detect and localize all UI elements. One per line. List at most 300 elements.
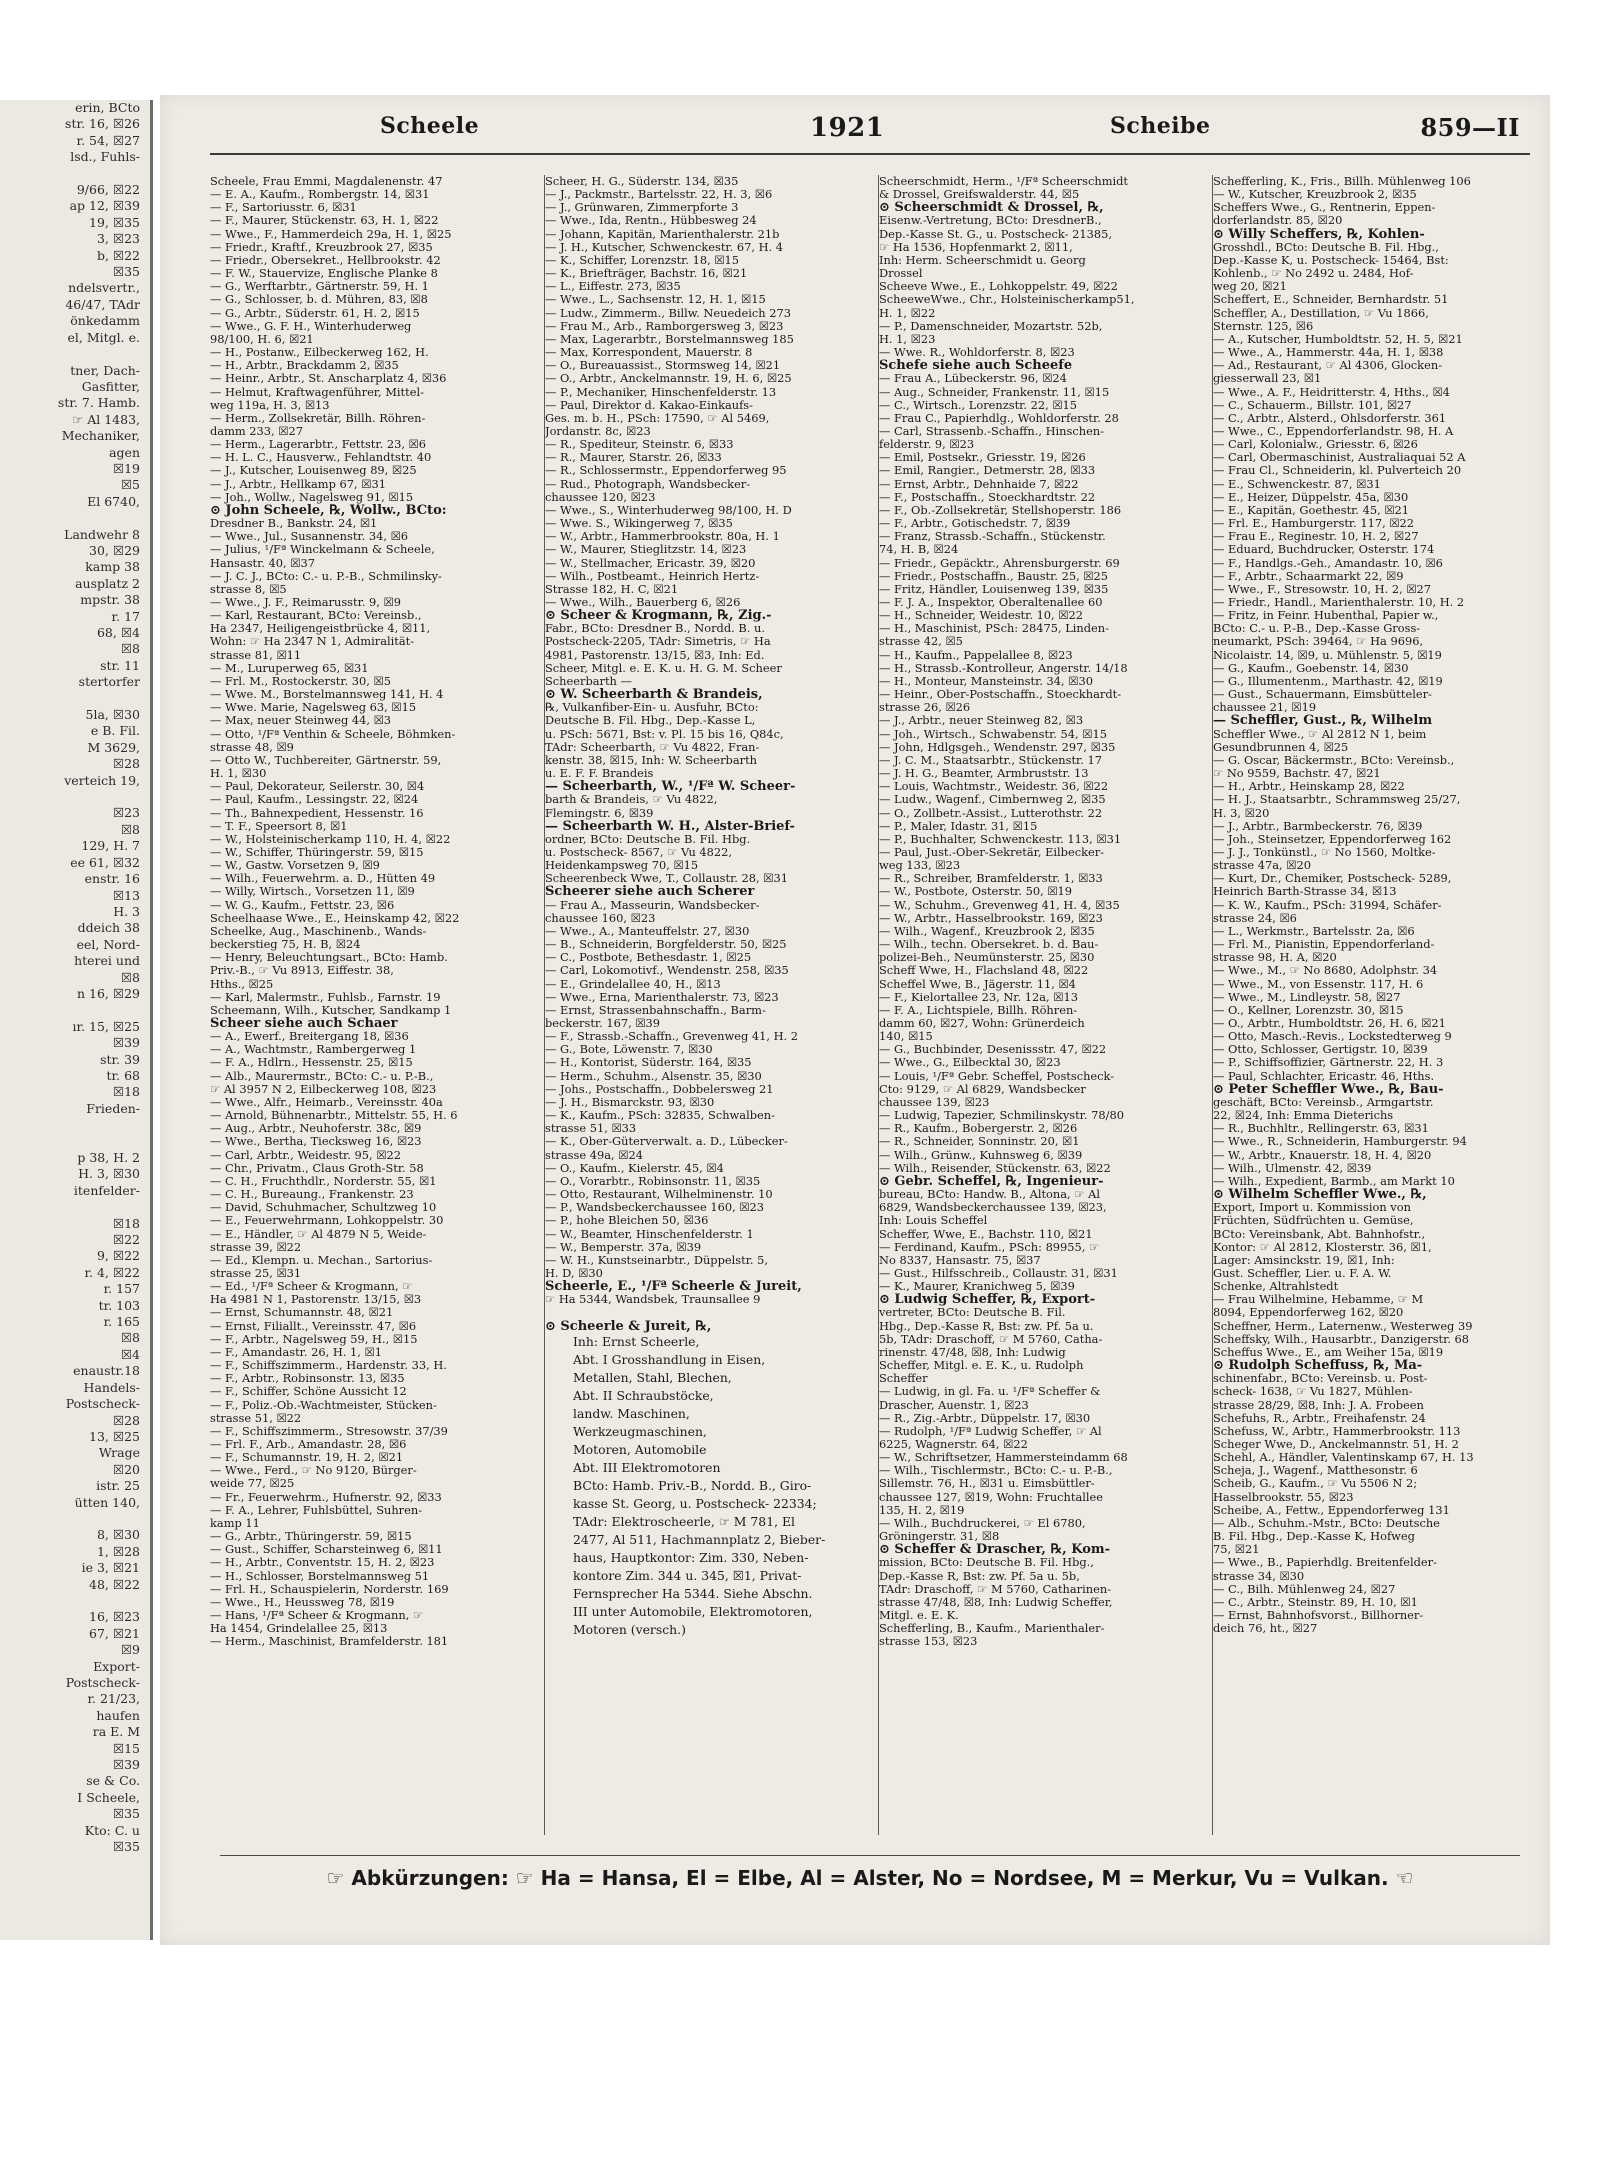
left-page-line: ☒20 (112, 1461, 140, 1477)
left-page-line (0, 1117, 150, 1133)
directory-entry: neumarkt, PSch: 39464, ☞ Ha 9696, (1213, 635, 1424, 649)
left-page-line: str. 7. Hamb. (57, 395, 140, 411)
directory-entry: Grosshdl., BCto: Deutsche B. Fil. Hbg., (1213, 240, 1439, 254)
directory-entry: ⊙ Willy Scheffers, ℞, Kohlen- (1213, 227, 1425, 241)
directory-entry: — W. H., Kunstseinarbtr., Düppelstr. 5, (545, 1253, 769, 1267)
directory-entry: Früchten, Südfrüchten u. Gemüse, (1213, 1214, 1414, 1228)
left-page-line (0, 1199, 150, 1215)
directory-entry: — Frau C., Papierhdlg., Wohldorferstr. 28 (879, 411, 1119, 425)
directory-entry: — E., Kapitän, Goethestr. 45, ☒21 (1213, 503, 1410, 517)
directory-entry: Scheer, H. G., Süderstr. 134, ☒35 (545, 175, 739, 188)
directory-entry: — F. A., Hdlrn., Hessenstr. 25, ☒15 (210, 1056, 413, 1070)
directory-entry: — Wilh., Feuerwehrm. a. D., Hütten 49 (210, 872, 436, 886)
left-page-line: Postscheck- (65, 1675, 140, 1690)
left-page-line: b, ☒22 (96, 247, 140, 263)
directory-entry: Werkzeugmaschinen, (573, 1423, 707, 1439)
directory-entry: — F., Ob.-Zollsekretär, Stellshoperstr. 186 (879, 503, 1122, 517)
directory-entry: Kohlenb., ☞ No 2492 u. 2484, Hof- (1213, 267, 1414, 281)
left-page-line: verteich 19, (64, 772, 140, 788)
directory-entry: — Fritz, Händler, Louisenweg 139, ☒35 (879, 582, 1109, 596)
left-page-line: Export- (93, 1658, 140, 1674)
directory-entry: chaussee 21, ☒19 (1213, 701, 1317, 715)
directory-entry: — Johann, Kapitän, Marienthalerstr. 21b (545, 227, 780, 241)
directory-entry: Scheffus Wwe., E., am Weiher 15a, ☒19 (1213, 1345, 1444, 1359)
left-page-line: ☒9 (120, 1642, 140, 1658)
directory-entry: dorferlandstr. 85, ☒20 (1213, 214, 1343, 228)
directory-entry: — F., Schiffszimmerm., Hardenstr. 33, H. (210, 1359, 447, 1373)
directory-entry: Flemingstr. 6, ☒39 (545, 806, 654, 820)
directory-entry: — F., Kielortallee 23, Nr. 12a, ☒13 (879, 990, 1078, 1004)
left-page-line: ie 3, ☒21 (81, 1560, 140, 1576)
left-page-fragment (0, 100, 153, 1940)
directory-entry: barth & Brandeis, ☞ Vu 4822, (545, 793, 718, 807)
directory-entry: — Louis, ¹/Fª Gebr. Scheffel, Postscheck- (879, 1069, 1115, 1083)
directory-entry: — C. H., Bureaung., Frankenstr. 23 (210, 1188, 414, 1202)
directory-entry: — E., Schwenckestr. 87, ☒31 (1213, 477, 1381, 491)
directory-entry: — Wwe., J. F., Reimarusstr. 9, ☒9 (210, 596, 401, 609)
directory-entry: — C., Bilh. Mühlenweg 24, ☒27 (1213, 1582, 1396, 1596)
directory-entry: Scheer, Mitgl. e. E. K. u. H. G. M. Scheer (545, 661, 782, 675)
directory-entry: Jordanstr. 8c, ☒23 (545, 424, 651, 438)
directory-entry: — P., Maler, Idastr. 31, ☒15 (879, 819, 1038, 833)
directory-entry: — K. W., Kaufm., PSch: 31994, Schäfer- (1213, 898, 1442, 912)
directory-entry: Scheffler Wwe., ☞ Al 2812 N 1, beim (1213, 727, 1427, 741)
directory-entry: Hths., ☒25 (210, 977, 274, 991)
directory-entry: scheck- 1638, ☞ Vu 1827, Mühlen- (1213, 1385, 1413, 1399)
directory-entry: — Joh., Wollw., Nagelsweg 91, ☒15 (210, 490, 414, 504)
directory-entry: u. Postscheck- 8567, ☞ Vu 4822, (545, 845, 733, 859)
directory-entry: strasse 34, ☒30 (1213, 1569, 1305, 1583)
directory-entry: u. PSch: 5671, Bst: v. Pl. 15 bis 16, Q84c, (545, 727, 784, 741)
header-last-entry: Scheibe (1110, 113, 1211, 139)
directory-entry: — Wwe., A. F., Heidritterstr. 4, Hths., ☒4 (1213, 385, 1450, 399)
left-page-line (0, 1002, 150, 1018)
directory-entry: Export, Import u. Kommission von (1213, 1201, 1411, 1215)
directory-entry: Dresdner B., Bankstr. 24, ☒1 (210, 517, 378, 531)
directory-entry: — Carl, Arbtr., Weidestr. 95, ☒22 (210, 1148, 401, 1162)
left-page-line: Landwehr 8 (64, 526, 140, 542)
directory-entry: — F., Arbtr., Schaarmarkt 22, ☒9 (1213, 569, 1404, 583)
directory-entry: — Max, Lagerarbtr., Borstelmannsweg 185 (545, 332, 794, 346)
directory-entry: — F., Schiffszimmerm., Stresowstr. 37/39 (210, 1424, 448, 1438)
directory-entry: geschäft, BCto: Vereinsb., Armgartstr. (1213, 1095, 1434, 1109)
directory-entry: Scheffler, A., Destillation, ☞ Vu 1866, (1213, 306, 1429, 320)
directory-entry: strasse 26, ☒26 (879, 701, 971, 715)
directory-entry: — Emil, Postsekr., Griesstr. 19, ☒26 (879, 451, 1086, 465)
left-page-line: ☒18 (112, 1215, 140, 1231)
directory-entry: Hansastr. 40, ☒37 (210, 556, 315, 570)
left-page-line: ır. 15, ☒25 (72, 1018, 140, 1034)
directory-entry: Kontor: ☞ Al 2812, Klosterstr. 36, ☒1, (1213, 1240, 1432, 1254)
directory-entry: — Frl. H., Schauspielerin, Norderstr. 169 (210, 1582, 449, 1596)
directory-entry: — J. H. G., Beamter, Armbruststr. 13 (879, 767, 1089, 781)
directory-entry: Hasselbrookstr. 55, ☒23 (1213, 1490, 1354, 1504)
left-page-line: itenfelder- (73, 1182, 140, 1198)
directory-entry: — Friedr., Postschaffn., Baustr. 25, ☒25 (879, 569, 1109, 583)
directory-entry: deich 76, ht., ☒27 (1213, 1622, 1318, 1636)
left-page-line: erin, BCto (75, 100, 140, 115)
directory-entry: Schefuhs, R., Arbtr., Freihafenstr. 24 (1213, 1411, 1426, 1425)
directory-entry: — Fritz, in Feinr. Hubenthal, Papier w., (1213, 609, 1439, 623)
directory-entry: — J. J., Tonkünstl., ☞ No 1560, Moltke- (1213, 845, 1436, 859)
directory-entry: — Ed., Klempn. u. Mechan., Sartorius- (210, 1253, 433, 1267)
left-page-line: hterei und (74, 953, 140, 969)
left-page-line: Mechaniker, (61, 428, 140, 444)
directory-entry: — B., Schneiderin, Borgfelderstr. 50, ☒25 (545, 938, 787, 952)
directory-entry: — J. H., Kutscher, Schwenckestr. 67, H. 4 (545, 240, 784, 254)
directory-entry: — Wilh., Reisender, Stückenstr. 63, ☒22 (879, 1161, 1111, 1175)
directory-entry: strasse 49a, ☒24 (545, 1148, 643, 1162)
directory-entry: — Otto, Restaurant, Wilhelminenstr. 10 (545, 1188, 773, 1202)
left-page-line: mpstr. 38 (80, 592, 140, 608)
directory-entry: strasse 8, ☒5 (210, 582, 287, 596)
left-page-line (0, 166, 150, 182)
left-page-line: ☒8 (120, 641, 140, 657)
directory-entry: BCto: Vereinsbank, Abt. Bahnhofstr., (1213, 1227, 1426, 1241)
directory-entry: — Otto, Masch.-Revis., Lockstedterweg 9 (1213, 1030, 1452, 1044)
directory-entry: — C., Arbtr., Alsterd., Ohlsdorferstr. 361 (1213, 411, 1447, 425)
directory-entry: — K., Schiffer, Lorenzstr. 18, ☒15 (545, 253, 740, 267)
header-rule (210, 153, 1530, 155)
left-page-line: enaustr.18 (73, 1363, 140, 1379)
left-page-line: agen (109, 444, 140, 460)
directory-entry: — Emil, Rangier., Detmerstr. 28, ☒33 (879, 464, 1096, 478)
directory-entry: — Wilh., Grünw., Kuhnsweg 6, ☒39 (879, 1148, 1083, 1162)
directory-entry: — O., Vorarbtr., Robinsonstr. 11, ☒35 (545, 1174, 761, 1188)
directory-page (160, 95, 1550, 1945)
directory-entry: — J., Arbtr., Barmbeckerstr. 76, ☒39 (1213, 819, 1423, 833)
directory-entry: — F., Poliz.-Ob.-Wachtmeister, Stücken- (210, 1398, 437, 1412)
directory-entry: — W., Arbtr., Hasselbrookstr. 169, ☒23 (879, 911, 1103, 925)
directory-entry: H. 3, ☒20 (1213, 806, 1270, 820)
directory-entry: Dep.-Kasse K, u. Postscheck- 15464, Bst: (1213, 253, 1449, 267)
directory-entry: — R., Schreiber, Bramfelderstr. 1, ☒33 (879, 872, 1103, 886)
directory-entry: — Wwe., B., Papierhdlg. Breitenfelder- (1213, 1556, 1437, 1570)
directory-entry: — O., Kellner, Lorenzstr. 30, ☒15 (1213, 1003, 1404, 1017)
directory-entry: — Paul, Kaufm., Lessingstr. 22, ☒24 (210, 793, 419, 807)
directory-entry: strasse 48, ☒9 (210, 740, 294, 754)
left-page-line: 9, ☒22 (96, 1248, 140, 1264)
directory-entry: bureau, BCto: Handw. B., Altona, ☞ Al (879, 1188, 1100, 1202)
directory-entry: — J. H., Bismarckstr. 93, ☒30 (545, 1095, 715, 1109)
left-page-line: ☒35 (112, 1839, 140, 1855)
directory-entry: Inh: Herm. Scheerschmidt u. Georg (879, 253, 1086, 267)
directory-entry: Scheele, Frau Emmi, Magdalenenstr. 47 (210, 175, 443, 188)
directory-entry: — Eduard, Buchdrucker, Osterstr. 174 (1213, 543, 1435, 557)
directory-entry: — F., Sartoriusstr. 6, ☒31 (210, 201, 357, 215)
left-page-line: e B. Fil. (90, 723, 140, 739)
directory-entry: kamp 11 (210, 1516, 260, 1530)
left-page-line: ☒22 (112, 1232, 140, 1248)
directory-entry: — F. A., Lichtspiele, Billh. Röhren- (879, 1003, 1078, 1017)
directory-entry: — Wwe. R., Wohldorferstr. 8, ☒23 (879, 346, 1075, 360)
directory-entry: — Ernst, Arbtr., Dehnhaide 7, ☒22 (879, 477, 1079, 491)
directory-entry: — Carl, Kolonialw., Griesstr. 6, ☒26 (1213, 438, 1418, 452)
directory-entry: — Gust., Schauermann, Eimsbütteler- (1213, 688, 1432, 702)
left-page-line: 8, ☒30 (96, 1527, 140, 1543)
directory-entry: — Franz, Strassb.-Schaffn., Stückenstr. (879, 530, 1106, 544)
directory-entry: — Karl, Restaurant, BCto: Vereinsb., (210, 609, 422, 623)
directory-entry: Priv.-B., ☞ Vu 8913, Eiffestr. 38, (210, 964, 394, 978)
directory-entry: — Scheerbarth, W., ¹/Fª W. Scheer- (545, 780, 796, 794)
directory-entry: — Ernst, Schumannstr. 48, ☒21 (210, 1306, 394, 1320)
directory-entry: Scheffer (879, 1372, 928, 1386)
directory-entry: — J., Grünwaren, Zimmerpforte 3 (545, 201, 739, 215)
directory-entry: — L., Werkmstr., Bartelsstr. 2a, ☒6 (1213, 924, 1415, 938)
directory-entry: H. 1, ☒22 (879, 306, 936, 320)
directory-entry: ☞ Ha 1536, Hopfenmarkt 2, ☒11, (879, 240, 1073, 254)
left-page-line: ra E. M (92, 1724, 140, 1740)
header-first-entry: Scheele (380, 113, 480, 139)
left-page-line: ☒35 (112, 1806, 140, 1822)
directory-entry: Drascher, Auenstr. 1, ☒23 (879, 1398, 1029, 1412)
directory-entry: Nicolaistr. 14, ☒9, u. Mühlenstr. 5, ☒19 (1213, 648, 1442, 662)
directory-entry: — Ed., ¹/Fª Scheer & Krogmann, ☞ (210, 1280, 413, 1294)
directory-entry: — Ludwig, in gl. Fa. u. ¹/Fª Scheffer & (879, 1385, 1101, 1399)
directory-entry: — W., Postbote, Osterstr. 50, ☒19 (879, 885, 1073, 899)
directory-entry: — Wwe., Wilh., Bauerberg 6, ☒26 (545, 596, 741, 609)
left-page-line: 48, ☒22 (89, 1576, 140, 1592)
left-page-line: n 16, ☒29 (77, 985, 140, 1001)
left-page-line: önkedamm (70, 313, 140, 329)
directory-entry: — Wwe., Ida, Rentn., Hübbesweg 24 (545, 214, 757, 228)
column-4 (1212, 175, 1535, 1835)
directory-entry: — Wwe., S., Winterhuderweg 98/100, H. D (545, 503, 792, 517)
directory-entry: — H., Arbtr., Heinskamp 28, ☒22 (1213, 780, 1405, 794)
page-number: 859—II (1420, 113, 1520, 142)
directory-entry: ☞ Ha 5344, Wandsbek, Traunsallee 9 (545, 1293, 761, 1307)
left-page-line: istr. 25 (96, 1478, 140, 1494)
directory-entry: — R., Kaufm., Bobergerstr. 2, ☒26 (879, 1122, 1078, 1136)
directory-entry: Scheffers Wwe., G., Rentnerin, Eppen- (1213, 201, 1436, 215)
left-page-line: 19, ☒35 (89, 214, 140, 230)
left-page-line: Kto: C. u (84, 1822, 140, 1838)
directory-entry: Schenke, Altrahlstedt (1213, 1280, 1339, 1294)
left-page-line: ☒5 (120, 477, 140, 493)
directory-entry: damm 60, ☒27, Wohn: Grünerdeich (879, 1017, 1085, 1030)
directory-entry: — M., Luruperweg 65, ☒31 (210, 661, 369, 675)
directory-entry: strasse 47a, ☒20 (1213, 859, 1311, 873)
directory-entry: — Wwe., Erna, Marienthalerstr. 73, ☒23 (545, 990, 779, 1004)
directory-entry: — Wilh., Wagenf., Kreuzbrook 2, ☒35 (879, 924, 1095, 938)
directory-entry: TAdr: Scheerbarth, ☞ Vu 4822, Fran- (545, 740, 760, 754)
directory-entry: No 8337, Hansastr. 75, ☒37 (879, 1253, 1041, 1267)
directory-entry: — H., Maschinist, PSch: 28475, Linden- (879, 622, 1109, 636)
directory-entry: — Wwe. M., Borstelmannsweg 141, H. 4 (210, 688, 444, 702)
directory-entry: Scheffel Wwe, B., Jägerstr. 11, ☒4 (879, 977, 1076, 991)
directory-entry: felderstr. 9, ☒23 (879, 438, 975, 452)
left-page-line: str. 16, ☒26 (65, 116, 140, 132)
directory-entry: BCto: C.- u. P.-B., Dep.-Kasse Gross- (1213, 622, 1421, 636)
directory-entry: 4981, Pastorenstr. 13/15, ☒3, Inh: Ed. (545, 648, 765, 662)
directory-entry: — Arnold, Bühnenarbtr., Mittelstr. 55, H. 6 (210, 1109, 458, 1123)
directory-entry: Scheger Wwe, D., Anckelmannstr. 51, H. 2 (1213, 1438, 1459, 1451)
directory-entry: — Rudolph, ¹/Fª Ludwig Scheffer, ☞ Al (879, 1424, 1102, 1438)
directory-entry: — Wwe., Alfr., Heimarb., Vereinsstr. 40a (210, 1095, 443, 1109)
directory-entry: — Ernst, Strassenbahnschaffn., Barm- (545, 1003, 766, 1017)
column-2 (544, 175, 867, 1835)
directory-entry: ordner, BCto: Deutsche B. Fil. Hbg. (545, 832, 751, 846)
directory-entry: — Aug., Arbtr., Neuhoferstr. 38c, ☒9 (210, 1122, 422, 1136)
directory-entry: — W., Holsteinischerkamp 110, H. 4, ☒22 (210, 832, 451, 846)
left-page-line: kamp 38 (85, 559, 140, 575)
directory-entry: — Wilh., Postbeamt., Heinrich Hertz- (545, 569, 760, 583)
directory-entry: — Wilh., Tischlermstr., BCto: C.- u. P.-B., (879, 1464, 1113, 1478)
directory-entry: Scheib, G., Kaufm., ☞ Vu 5506 N 2; (1213, 1477, 1418, 1491)
directory-entry: damm 233, ☒27 (210, 424, 303, 438)
directory-entry: — J., Packmstr., Bartelsstr. 22, H. 3, ☒6 (545, 188, 773, 202)
directory-entry: — E., Heizer, Düppelstr. 45a, ☒30 (1213, 490, 1409, 504)
directory-entry: chaussee 127, ☒19, Wohn: Fruchtallee (879, 1490, 1104, 1504)
directory-entry: — C. H., Fruchthdlr., Norderstr. 55, ☒1 (210, 1174, 437, 1188)
directory-entry: H. 1, ☒23 (879, 332, 936, 346)
directory-entry: strasse 98, H. A, ☒20 (1213, 951, 1337, 965)
left-page-line: ☒18 (112, 1084, 140, 1100)
left-page-line: r. 17 (111, 608, 140, 624)
directory-entry: Schehl, A., Händler, Valentinskamp 67, H. 13 (1213, 1451, 1474, 1465)
directory-entry: ⊙ Ludwig Scheffer, ℞, Export- (879, 1293, 1096, 1307)
directory-entry: — Wwe., Bertha, Tiecksweg 16, ☒23 (210, 1135, 422, 1149)
directory-entry: ⊙ Scheffer & Drascher, ℞, Kom- (879, 1543, 1111, 1557)
directory-entry: Sillemstr. 76, H., ☒31 u. Eimsbüttler- (879, 1477, 1095, 1491)
directory-entry: Scheffer, Wwe, E., Bachstr. 110, ☒21 (879, 1227, 1093, 1241)
directory-entry: — G. Oscar, Bäckermstr., BCto: Vereinsb., (1213, 753, 1455, 767)
directory-entry: — O., Arbtr., Anckelmannstr. 19, H. 6, ☒25 (545, 372, 792, 386)
directory-entry: — O., Zollbetr.-Assist., Lutterothstr. 22 (879, 806, 1103, 820)
directory-entry: — Wwe., A., Manteuffelstr. 27, ☒30 (545, 924, 750, 938)
directory-entry: — Alb., Maurermstr., BCto: C.- u. P.-B., (210, 1069, 434, 1083)
directory-entry: Scheerbarth — (545, 674, 632, 688)
directory-entry: TAdr: Draschoff, ☞ M 5760, Catharinen- (879, 1582, 1112, 1596)
directory-entry: — Wwe., L., Sachsenstr. 12, H. 1, ☒15 (545, 293, 766, 307)
directory-entry: 135, H. 2, ☒19 (879, 1503, 965, 1517)
left-page-line: ndelsvertr., (68, 280, 140, 296)
directory-entry: — Gust., Hilfsschreib., Collaustr. 31, ☒31 (879, 1266, 1118, 1280)
directory-entry: — W., Schiffer, Thüringerstr. 59, ☒15 (210, 845, 424, 859)
column-3 (878, 175, 1201, 1835)
directory-entry: — Wwe., M., ☞ No 8680, Adolphstr. 34 (1213, 964, 1438, 978)
directory-entry: — Wilh., Buchdruckerei, ☞ El 6780, (879, 1516, 1086, 1530)
directory-entry: — K., Kaufm., PSch: 32835, Schwalben- (545, 1109, 775, 1123)
directory-entry: — Herm., Schuhm., Alsenstr. 35, ☒30 (545, 1069, 762, 1083)
directory-entry: — Frau E., Reginestr. 10, H. 2, ☒27 (1213, 530, 1419, 544)
directory-entry: weide 77, ☒25 (210, 1477, 295, 1491)
directory-entry: Schefuss, W., Arbtr., Hammerbrookstr. 113 (1213, 1424, 1461, 1438)
left-page-line: se & Co. (86, 1773, 140, 1789)
directory-entry: — Ferdinand, Kaufm., PSch: 89955, ☞ (879, 1240, 1100, 1254)
directory-entry: — Joh., Steinsetzer, Eppendorferweg 162 (1213, 832, 1452, 846)
directory-entry: Wohn: ☞ Ha 2347 N 1, Admiralität- (210, 635, 415, 649)
directory-entry: — Wwe., F., Stresowstr. 10, H. 2, ☒27 (1213, 582, 1432, 596)
left-page-line: 1, ☒28 (96, 1543, 140, 1559)
directory-entry: Scheibe, A., Fettw., Eppendorferweg 131 (1213, 1503, 1450, 1517)
directory-entry: — H. J., Staatsarbtr., Schrammsweg 25/27, (1213, 793, 1461, 807)
directory-entry: — Louis, Wachtmstr., Weidestr. 36, ☒22 (879, 780, 1109, 794)
left-page-line: H. 3 (113, 903, 140, 919)
directory-entry: Ha 4981 N 1, Pastorenstr. 13/15, ☒3 (210, 1293, 422, 1307)
directory-entry: Dep.-Kasse St. G., u. Postscheck- 21385, (879, 227, 1112, 241)
directory-entry: — W., Stellmacher, Ericastr. 39, ☒20 (545, 556, 756, 570)
left-page-line: Gasfitter, (81, 378, 140, 394)
directory-entry: — Frl. E., Hamburgerstr. 117, ☒22 (1213, 517, 1415, 531)
directory-entry: landw. Maschinen, (573, 1405, 690, 1421)
directory-entry: — Herm., Zollsekretär, Billh. Röhren- (210, 411, 426, 425)
directory-entry: — Johs., Postschaffn., Dobbelersweg 21 (545, 1082, 774, 1096)
left-page-line: r. 4, ☒22 (84, 1264, 140, 1280)
directory-entry: — W. G., Kaufm., Fettstr. 23, ☒6 (210, 898, 395, 912)
directory-entry: — Wwe., C., Eppendorferlandstr. 98, H. A (1213, 424, 1454, 438)
directory-entry: — Otto, ¹/Fª Venthin & Scheele, Böhmken- (210, 727, 456, 741)
directory-entry: — P., hohe Bleichen 50, ☒36 (545, 1214, 709, 1228)
directory-entry: ☞ Al 3957 N 2, Eilbeckerweg 108, ☒23 (210, 1082, 437, 1096)
directory-entry: — R., Spediteur, Steinstr. 6, ☒33 (545, 438, 734, 452)
directory-entry: — Hans, ¹/Fª Scheer & Krogmann, ☞ (210, 1609, 424, 1623)
directory-entry: 22, ☒24, Inh: Emma Dieterichs (1213, 1109, 1394, 1123)
left-page-line: 67, ☒21 (89, 1625, 140, 1641)
directory-entry: — F. W., Stauervize, Englische Planke 8 (210, 267, 438, 281)
directory-entry: — Ludwig, Tapezier, Schmilinskystr. 78/80 (879, 1109, 1124, 1123)
directory-entry: Scheff Wwe, H., Flachsland 48, ☒22 (879, 964, 1089, 978)
directory-entry: H. 1, ☒30 (210, 767, 267, 781)
directory-entry: — Friedr., Gepäcktr., Ahrensburgerstr. 69 (879, 556, 1120, 570)
left-page-line (0, 1593, 150, 1609)
directory-entry: — F., Arbtr., Robinsonstr. 13, ☒35 (210, 1372, 405, 1386)
left-page-line: ee 61, ☒32 (70, 854, 140, 870)
left-page-line: ☒19 (112, 460, 140, 476)
directory-entry: — F., Arbtr., Nagelsweg 59, H., ☒15 (210, 1332, 418, 1346)
directory-entry: Ha 1454, Grindelallee 25, ☒13 (210, 1622, 388, 1636)
directory-entry: BCto: Hamb. Priv.-B., Nordd. B., Giro- (573, 1477, 812, 1493)
directory-entry: Scheerenbeck Wwe, T., Collaustr. 28, ☒31 (545, 872, 788, 886)
left-page-line: M 3629, (87, 739, 140, 755)
left-page-line (0, 510, 150, 526)
directory-entry: Scheelhaase Wwe., E., Heinskamp 42, ☒22 (210, 911, 460, 925)
directory-entry: — G., Illumentenm., Marthastr. 42, ☒19 (1213, 674, 1443, 688)
directory-entry: ⊙ W. Scheerbarth & Brandeis, (545, 688, 763, 702)
directory-entry: Scheffsky, Wilh., Hausarbtr., Danzigerstr. 68 (1213, 1332, 1470, 1346)
directory-entry: — David, Schuhmacher, Schultzweg 10 (210, 1201, 437, 1215)
directory-entry: Fabr., BCto: Dresdner B., Nordd. B. u. (545, 622, 765, 636)
directory-entry: — R., Maurer, Starstr. 26, ☒33 (545, 451, 722, 465)
directory-entry: Gesundbrunnen 4, ☒25 (1213, 740, 1349, 754)
directory-entry: — J., Kutscher, Louisenweg 89, ☒25 (210, 464, 417, 478)
left-page-line: ütten 140, (74, 1494, 140, 1510)
directory-entry: Motoren, Automobile (573, 1441, 707, 1457)
directory-entry: Scheelke, Aug., Maschinenb., Wands- (210, 924, 427, 938)
left-page-line: ☒8 (120, 969, 140, 985)
directory-entry: — Friedr., Handl., Marienthalerstr. 10, H. 2 (1213, 596, 1465, 609)
directory-entry: & Drossel, Greifswalderstr. 44, ☒5 (879, 188, 1080, 202)
left-page-line: ☒8 (120, 821, 140, 837)
directory-entry: Hbg., Dep.-Kasse R, Bst: zw. Pf. 5a u. (879, 1319, 1094, 1333)
directory-entry: — Wilh., techn. Obersekret. b. d. Bau- (879, 938, 1099, 952)
left-page-line: Frieden- (86, 1100, 140, 1116)
directory-entry: Abt. I Grosshandlung in Eisen, (573, 1351, 766, 1367)
directory-entry: — R., Schneider, Sonninstr. 20, ☒1 (879, 1135, 1080, 1149)
directory-entry: 75, ☒21 (1213, 1543, 1260, 1557)
left-page-line: ap 12, ☒39 (69, 198, 140, 214)
directory-entry: — Frl. M., Pianistin, Eppendorferland- (1213, 938, 1435, 952)
directory-entry: — Willy, Wirtsch., Vorsetzen 11, ☒9 (210, 885, 415, 899)
directory-entry: — Frau M., Arb., Ramborgersweg 3, ☒23 (545, 319, 784, 333)
left-page-line: Handels- (83, 1379, 140, 1395)
directory-entry: — W., Bemperstr. 37a, ☒39 (545, 1240, 702, 1254)
left-page-line: Postscheck- (65, 1396, 140, 1412)
directory-entry: ScheeweWwe., Chr., Holsteinischerkamp51, (879, 293, 1135, 307)
directory-entry: — F., Schumannstr. 19, H. 2, ☒21 (210, 1451, 404, 1465)
directory-entry: — Wwe., Ferd., ☞ No 9120, Bürger- (210, 1464, 417, 1478)
directory-entry: chaussee 120, ☒23 (545, 490, 656, 504)
